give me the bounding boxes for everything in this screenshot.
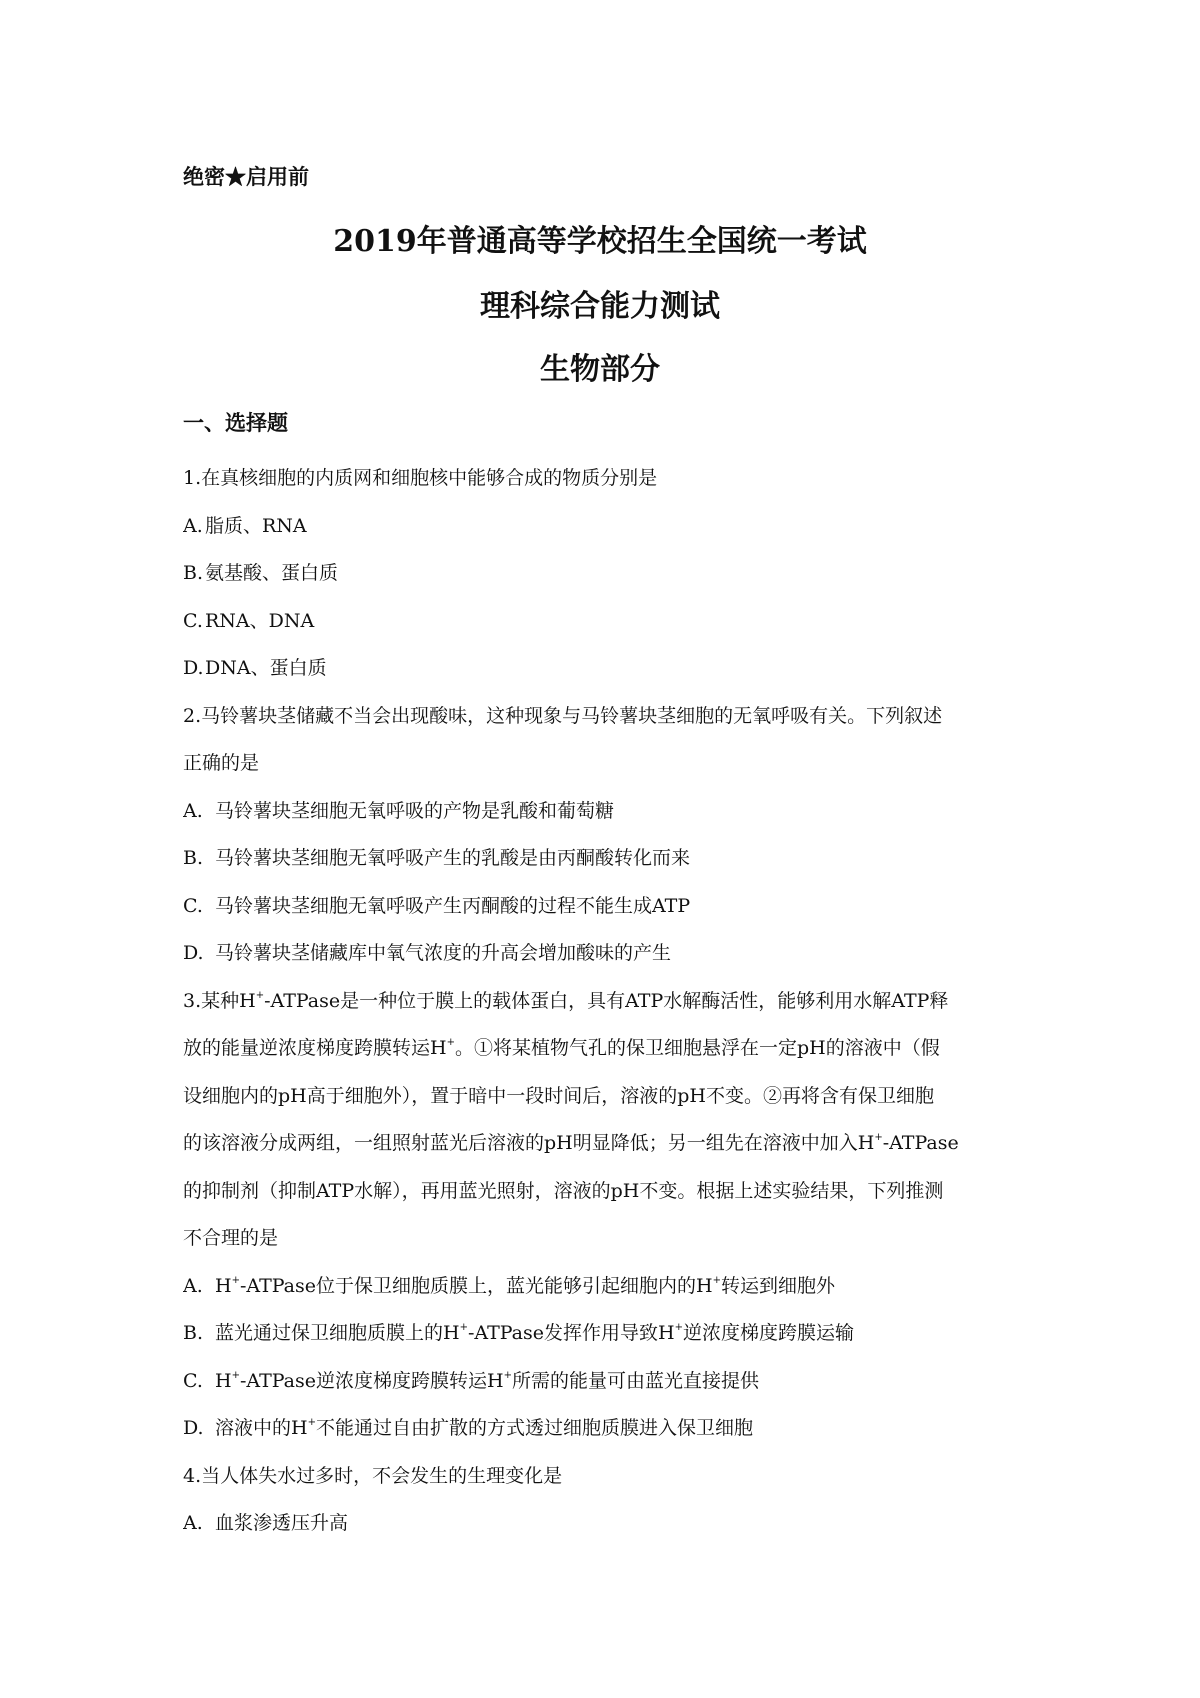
option-text: -ATPase位于保卫细胞质膜上，蓝光能够引起细胞内的H [239, 1274, 713, 1297]
superscript-plus: + [231, 1274, 240, 1286]
option-label: B. [183, 847, 204, 869]
question-1-option-b [183, 550, 1025, 598]
superscript-plus: + [712, 1274, 721, 1286]
option-text: 脂质、RNA [205, 514, 307, 537]
option-text: 氨基酸、蛋白质 [205, 562, 339, 584]
option-text: 转运到细胞外 [720, 1274, 835, 1297]
question-3-stem-line-4 [183, 1120, 1025, 1168]
section-heading: 一、选择题 [183, 410, 288, 435]
question-2-option-d [183, 930, 1025, 978]
exam-section-title: 生物部分 [540, 352, 660, 387]
option-label: D. [183, 942, 204, 964]
stem-text: 。①将某植物气孔的保卫细胞悬浮在一定pH的溶液中（假 [454, 1037, 940, 1059]
stem-text: 放的能量逆浓度梯度跨膜转运H [183, 1037, 447, 1059]
question-3-stem-line-5: 的抑制剂（抑制ATP水解），再用蓝光照射，溶液的pH不变。根据上述实验结果，下列推测 [183, 1179, 944, 1202]
question-2-stem-line-1: 2.马铃薯块茎储藏不当会出现酸味，这种现象与马铃薯块茎细胞的无氧呼吸有关。下列叙述 [183, 704, 943, 727]
option-text: RNA、DNA [205, 609, 315, 632]
question-2-option-a [183, 788, 1025, 836]
option-label: D. [183, 1417, 204, 1439]
question-3-stem-line-3: 设细胞内的pH高于细胞外），置于暗中一段时间后，溶液的pH不变。②再将含有保卫细胞 [183, 1084, 934, 1107]
question-list [183, 455, 1025, 1548]
option-text: 不能通过自由扩散的方式透过细胞质膜进入保卫细胞 [315, 1417, 753, 1439]
superscript-plus: + [446, 1037, 455, 1048]
question-1-stem: 1.在真核细胞的内质网和细胞核中能够合成的物质分别是 [183, 467, 658, 489]
option-label: C. [183, 1369, 203, 1392]
option-label: A. [183, 1512, 203, 1534]
question-3-option-b [183, 1310, 1025, 1358]
option-text: 溶液中的H [215, 1417, 308, 1439]
superscript-plus: + [231, 1369, 240, 1381]
option-label: A. [183, 799, 203, 822]
superscript-plus: + [459, 1322, 468, 1333]
question-3-option-a [183, 1263, 1025, 1311]
option-text: 马铃薯块茎储藏库中氧气浓度的升高会增加酸味的产生 [215, 942, 672, 964]
question-4-stem: 4.当人体失水过多时，不会发生的生理变化是 [183, 1464, 563, 1487]
option-label: A. [183, 514, 203, 537]
question-3-option-d [183, 1405, 1025, 1453]
option-text: H [215, 1369, 232, 1392]
superscript-plus: + [674, 1322, 683, 1333]
option-label: C. [183, 894, 203, 917]
option-label: B. [183, 562, 204, 584]
question-3-stem-line-2 [183, 1025, 1025, 1073]
stem-text: -ATPase [882, 1132, 959, 1154]
superscript-plus: + [307, 1417, 316, 1428]
superscript-plus: + [874, 1132, 883, 1143]
option-label: D. [183, 657, 204, 679]
option-label: C. [183, 609, 203, 632]
option-text: H [215, 1274, 232, 1297]
option-text: 马铃薯块茎细胞无氧呼吸产生的乳酸是由丙酮酸转化而来 [215, 847, 691, 869]
option-text: 马铃薯块茎细胞无氧呼吸的产物是乳酸和葡萄糖 [215, 799, 615, 822]
question-3-stem-line-6: 不合理的是 [183, 1227, 279, 1249]
question-1-option-d [183, 645, 1025, 693]
confidential-mark: 绝密★启用前 [183, 164, 309, 189]
stem-text: -ATPase是一种位于膜上的载体蛋白，具有ATP水解酶活性，能够利用水解ATP释 [264, 989, 949, 1012]
question-3-stem-line-1 [183, 978, 1025, 1026]
option-text: -ATPase发挥作用导致H [467, 1322, 675, 1344]
question-2-option-b [183, 835, 1025, 883]
superscript-plus: + [503, 1369, 512, 1381]
exam-subtitle: 理科综合能力测试 [480, 289, 720, 324]
question-2-option-c [183, 883, 1025, 931]
option-text: 蓝光通过保卫细胞质膜上的H [215, 1322, 460, 1344]
option-text: -ATPase逆浓度梯度跨膜转运H [239, 1369, 504, 1392]
option-text: 所需的能量可由蓝光直接提供 [511, 1369, 759, 1392]
question-3-option-c [183, 1358, 1025, 1406]
exam-title: 2019年普通高等学校招生全国统一考试 [333, 224, 867, 259]
question-1-option-c [183, 598, 1025, 646]
question-4-option-a [183, 1500, 1025, 1548]
question-2-stem-line-2: 正确的是 [183, 752, 260, 774]
superscript-plus: + [255, 989, 265, 1001]
option-text: DNA、蛋白质 [205, 657, 327, 679]
option-text: 马铃薯块茎细胞无氧呼吸产生丙酮酸的过程不能生成ATP [215, 894, 691, 917]
option-label: B. [183, 1322, 204, 1344]
option-text: 血浆渗透压升高 [215, 1512, 349, 1534]
stem-text: 的该溶液分成两组，一组照射蓝光后溶液的pH明显降低；另一组先在溶液中加入H [183, 1132, 875, 1154]
option-label: A. [183, 1274, 203, 1297]
stem-text: 3.某种H [183, 989, 256, 1012]
question-1-option-a [183, 503, 1025, 551]
option-text: 逆浓度梯度跨膜运输 [682, 1322, 854, 1344]
